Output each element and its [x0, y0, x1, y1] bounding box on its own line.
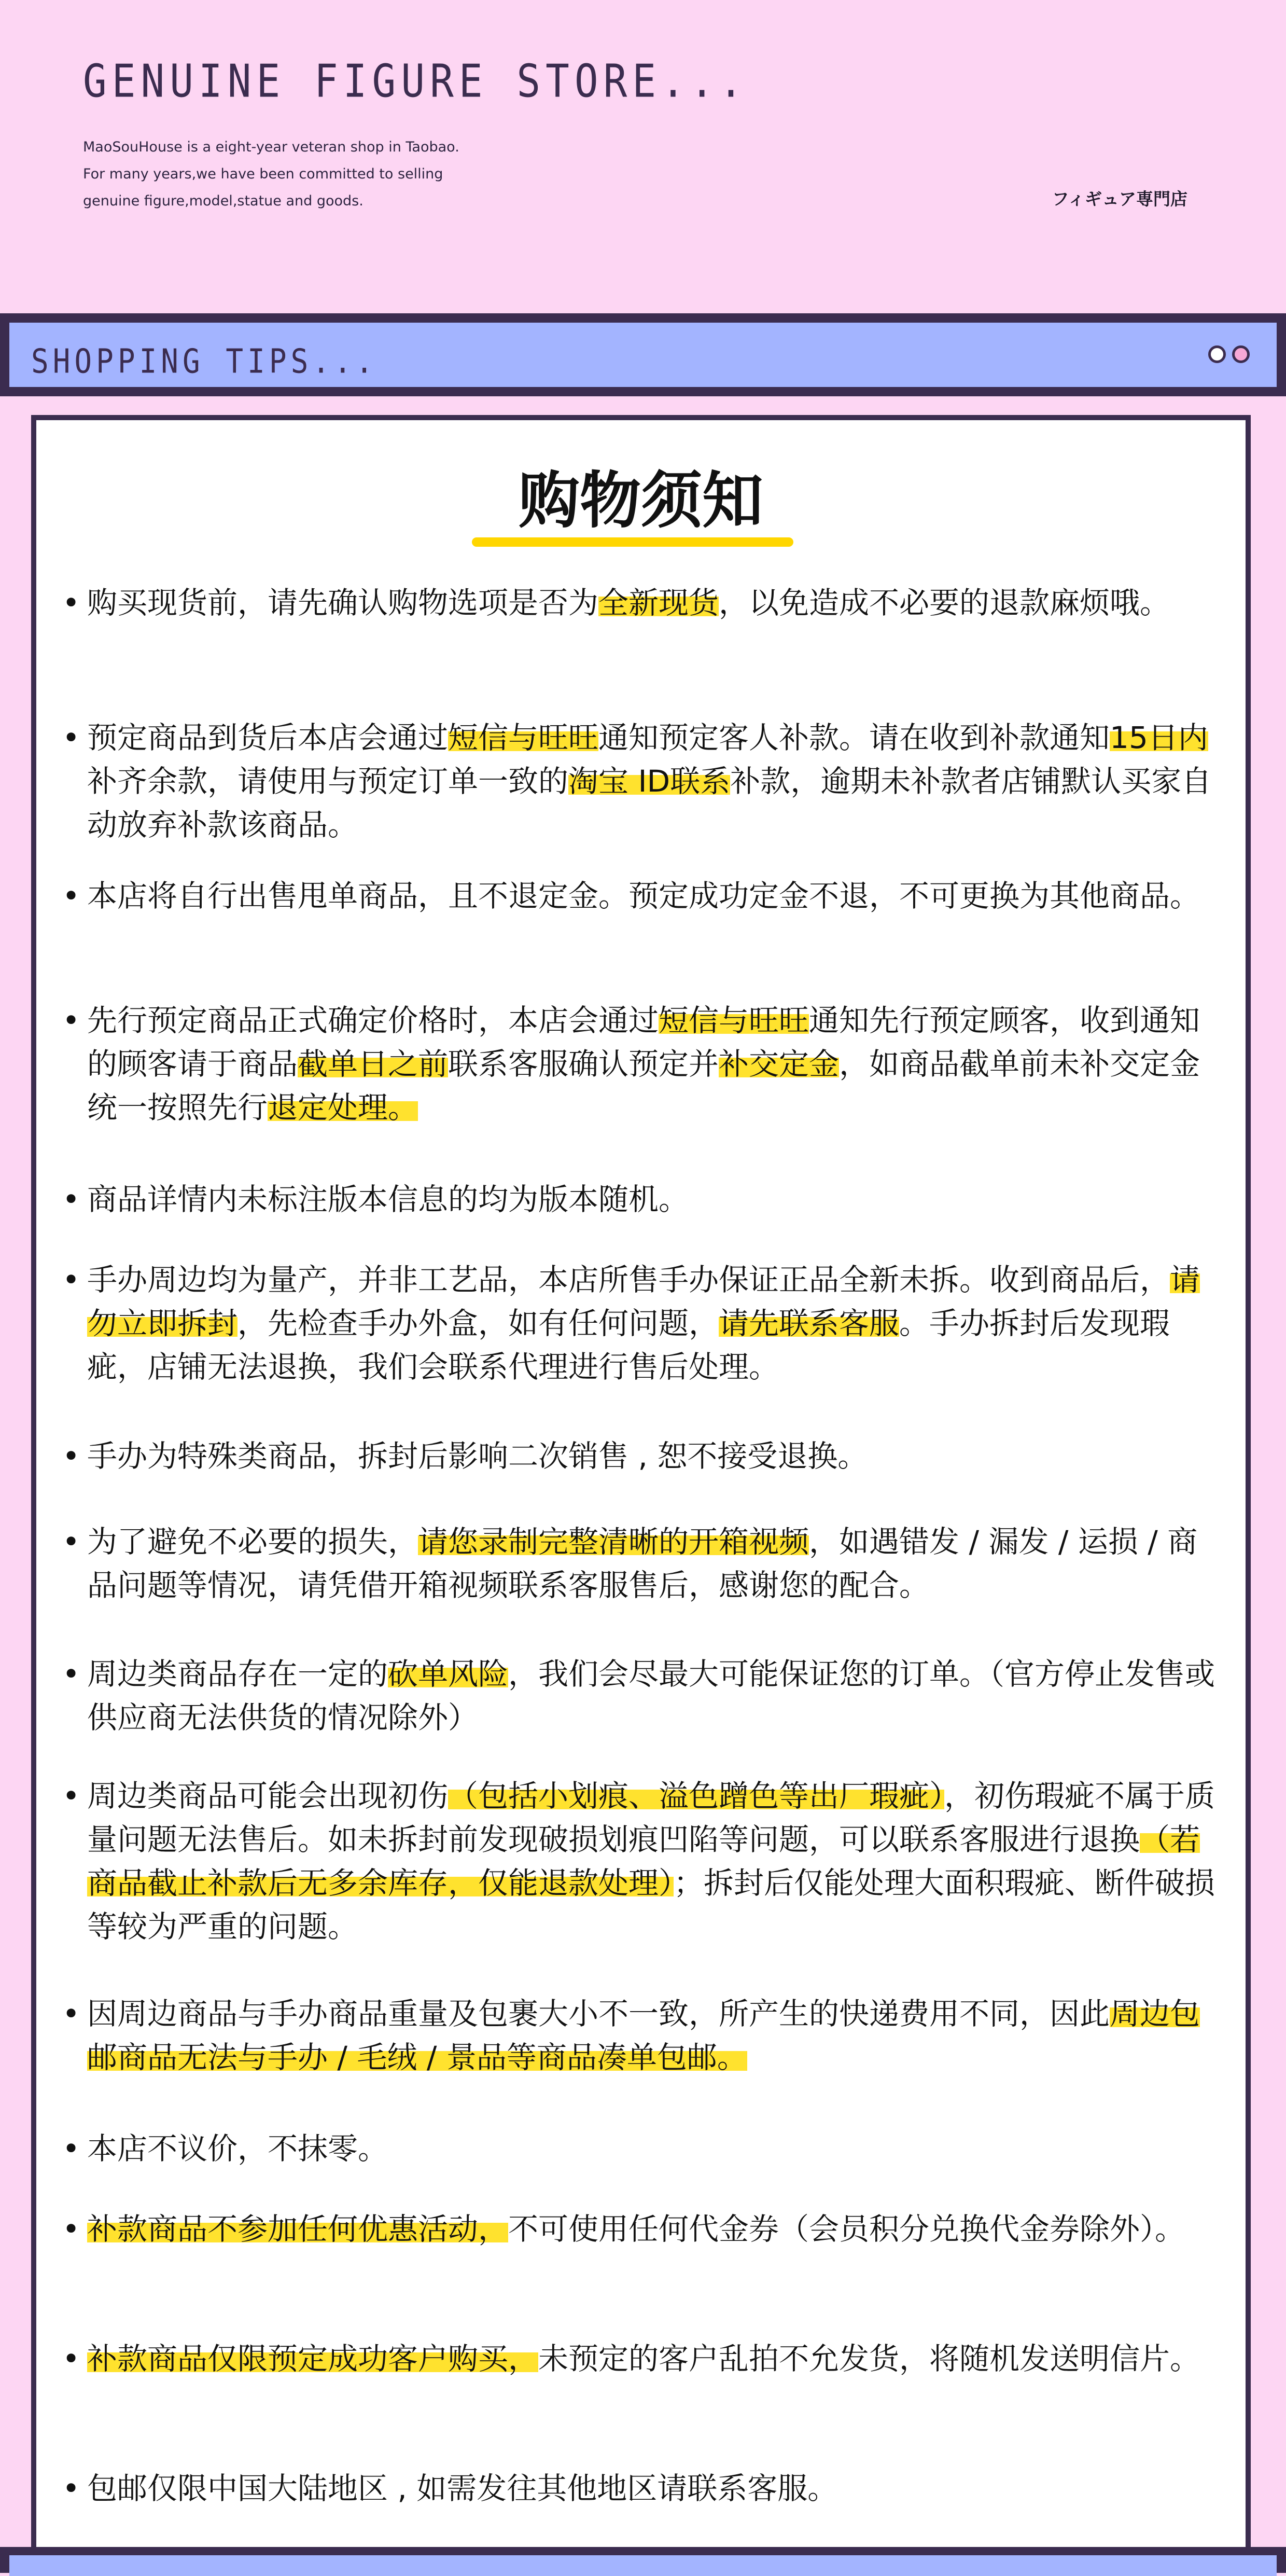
- intro-line: genuine figure,model,statue and goods.: [83, 193, 364, 209]
- store-header: [0, 0, 1286, 311]
- store-intro: [83, 134, 459, 215]
- tip-text: 。手办拆封后发现瑕疵，店铺无法退换，我们会联系代理进行售后处理。: [87, 1306, 1170, 1384]
- tip-highlight: （包括小划痕、溢色蹭色等出厂瑕疵）: [448, 1778, 945, 1813]
- bullet-icon: •: [62, 1003, 80, 1038]
- tip-highlight: 短信与旺旺: [659, 1003, 809, 1038]
- intro-line: MaoSouHouse is a eight-year veteran shop in Taobao.: [83, 139, 459, 155]
- shopping-tips-bar: [0, 313, 1286, 396]
- tip-highlight: 周边包邮商品无法与手办 / 毛绒 / 景品等商品凑单包邮。: [87, 1996, 1200, 2075]
- tip-highlight: （若商品截止补款后无多余库存，仅能退款处理）: [87, 1822, 1200, 1901]
- store-title: GENUINE FIGURE STORE...: [83, 54, 748, 108]
- tip-text: 补款，逾期未补款者店铺默认买家自动放弃补款该商品。: [87, 764, 1212, 842]
- tip-highlight: 短信与旺旺: [448, 720, 599, 755]
- window-dot-icon: [1232, 345, 1250, 363]
- tip-item: [62, 1774, 1223, 1948]
- tip-item: [62, 1992, 1223, 2079]
- tip-text: 周边类商品存在一定的: [87, 1656, 388, 1692]
- window-dots: [1208, 345, 1250, 363]
- bullet-icon: •: [62, 1438, 80, 1474]
- tip-text: 未预定的客户乱拍不允发货，将随机发送明信片。: [538, 2341, 1200, 2376]
- bullet-icon: •: [62, 1656, 80, 1692]
- tip-item: [62, 1178, 1223, 1221]
- tip-text: ，初伤瑕疵不属于质量问题无法售后。如未拆封前发现破损划痕凹陷等问题，可以联系客服进行退换: [87, 1778, 1215, 1857]
- shopping-notice-panel: [36, 420, 1246, 2568]
- tip-highlight: 全新现货: [598, 585, 719, 620]
- panel-title: 购物须知: [518, 465, 763, 536]
- tip-text: 购买现货前，请先确认购物选项是否为: [87, 585, 599, 620]
- tip-text: 手办为特殊类商品，拆封后影响二次销售 , 恕不接受退换。: [87, 1438, 868, 1474]
- tip-text: ，先检查手办外盒，如有任何问题，: [237, 1306, 719, 1341]
- bullet-icon: •: [62, 2471, 80, 2506]
- tip-item: [62, 1652, 1223, 1739]
- bullet-icon: •: [62, 878, 80, 913]
- tip-item: [62, 581, 1223, 625]
- intro-line: For many years,we have been committed to selling: [83, 166, 443, 182]
- tip-item: [62, 1258, 1223, 1389]
- tip-item: [62, 716, 1223, 847]
- tip-item: [62, 2207, 1223, 2251]
- tip-highlight: 截单日之前: [298, 1046, 449, 1082]
- tip-item: [62, 874, 1223, 918]
- tip-highlight: 砍单风险: [388, 1656, 509, 1692]
- tip-text: 预定商品到货后本店会通过: [87, 720, 449, 755]
- tip-text: 为了避免不必要的损失，: [87, 1524, 418, 1559]
- tip-highlight: 请您录制完整清晰的开箱视频: [418, 1524, 809, 1559]
- bullet-icon: •: [62, 720, 80, 755]
- tip-highlight: 补款商品不参加任何优惠活动，: [87, 2211, 509, 2247]
- tip-item: [62, 1520, 1223, 1607]
- shopping-tips-bar-inner: [9, 323, 1277, 387]
- bullet-icon: •: [62, 1524, 80, 1559]
- tip-text: 包邮仅限中国大陆地区 , 如需发往其他地区请联系客服。: [87, 2471, 838, 2506]
- bullet-icon: •: [62, 1778, 80, 1813]
- store-tag-japanese: フィギュア専門店: [1052, 189, 1187, 209]
- tip-highlight: 请先联系客服: [719, 1306, 900, 1341]
- tip-text: 通知预定客人补款。请在收到补款通知: [598, 720, 1110, 755]
- tip-text: ，如遇错发 / 漏发 / 运损 / 商品问题等情况，请凭借开箱视频联系客服售后，感谢您的配合。: [87, 1524, 1198, 1603]
- bullet-icon: •: [62, 585, 80, 620]
- bullet-icon: •: [62, 1182, 80, 1217]
- title-underline: [472, 537, 793, 547]
- tip-highlight: 补交定金: [719, 1046, 840, 1082]
- bottom-frame: [0, 2547, 1286, 2573]
- window-dot-icon: [1208, 345, 1226, 363]
- tip-text: ，如商品截单前未补交定金统一按照先行: [87, 1046, 1200, 1125]
- tip-text: 本店不议价，不抹零。: [87, 2131, 388, 2166]
- tip-text: 商品详情内未标注版本信息的均为版本随机。: [87, 1182, 689, 1217]
- tip-text: 因周边商品与手办商品重量及包裹大小不一致，所产生的快递费用不同，因此: [87, 1996, 1110, 2031]
- bullet-icon: •: [62, 1996, 80, 2031]
- tip-highlight: 退定处理。: [268, 1090, 418, 1125]
- tip-item: [62, 2337, 1223, 2380]
- tip-item: [62, 2467, 1223, 2510]
- bullet-icon: •: [62, 2131, 80, 2166]
- tip-text: ，以免造成不必要的退款麻烦哦。: [719, 585, 1170, 620]
- tip-highlight: 请勿立即拆封: [87, 1262, 1200, 1341]
- tip-text: 不可使用任何代金券（会员积分兑换代金券除外）。: [508, 2211, 1185, 2247]
- tip-item: [62, 2127, 1223, 2170]
- tip-highlight: 淘宝 ID联系: [568, 764, 731, 799]
- tip-text: 补齐余款，请使用与预定订单一致的: [87, 764, 569, 799]
- tip-highlight: 补款商品仅限预定成功客户购买，: [87, 2341, 539, 2376]
- tip-text: 周边类商品可能会出现初伤: [87, 1778, 449, 1813]
- tip-text: 联系客服确认预定并: [448, 1046, 719, 1082]
- bullet-icon: •: [62, 2341, 80, 2376]
- tip-text: ；拆封后仅能处理大面积瑕疵、断件破损等较为严重的问题。: [87, 1865, 1215, 1944]
- shopping-tips-label: SHOPPING TIPS...: [31, 342, 378, 381]
- tip-item: [62, 999, 1223, 1129]
- tip-text: ，我们会尽最大可能保证您的订单。（官方停止发售或供应商无法供货的情况除外）: [87, 1656, 1215, 1735]
- bottom-frame-inner: [9, 2555, 1277, 2576]
- tip-highlight: 15日内: [1110, 720, 1208, 755]
- tip-text: 本店将自行出售甩单商品，且不退定金。预定成功定金不退，不可更换为其他商品。: [87, 878, 1200, 913]
- bullet-icon: •: [62, 1262, 80, 1297]
- tip-text: 手办周边均为量产，并非工艺品，本店所售手办保证正品全新未拆。收到商品后，: [87, 1262, 1170, 1297]
- tip-text: 先行预定商品正式确定价格时，本店会通过: [87, 1003, 659, 1038]
- tip-item: [62, 1434, 1223, 1478]
- bullet-icon: •: [62, 2211, 80, 2247]
- shopping-notice-frame: [31, 415, 1251, 2563]
- tip-text: 通知先行预定顾客，收到通知的顾客请于商品: [87, 1003, 1200, 1082]
